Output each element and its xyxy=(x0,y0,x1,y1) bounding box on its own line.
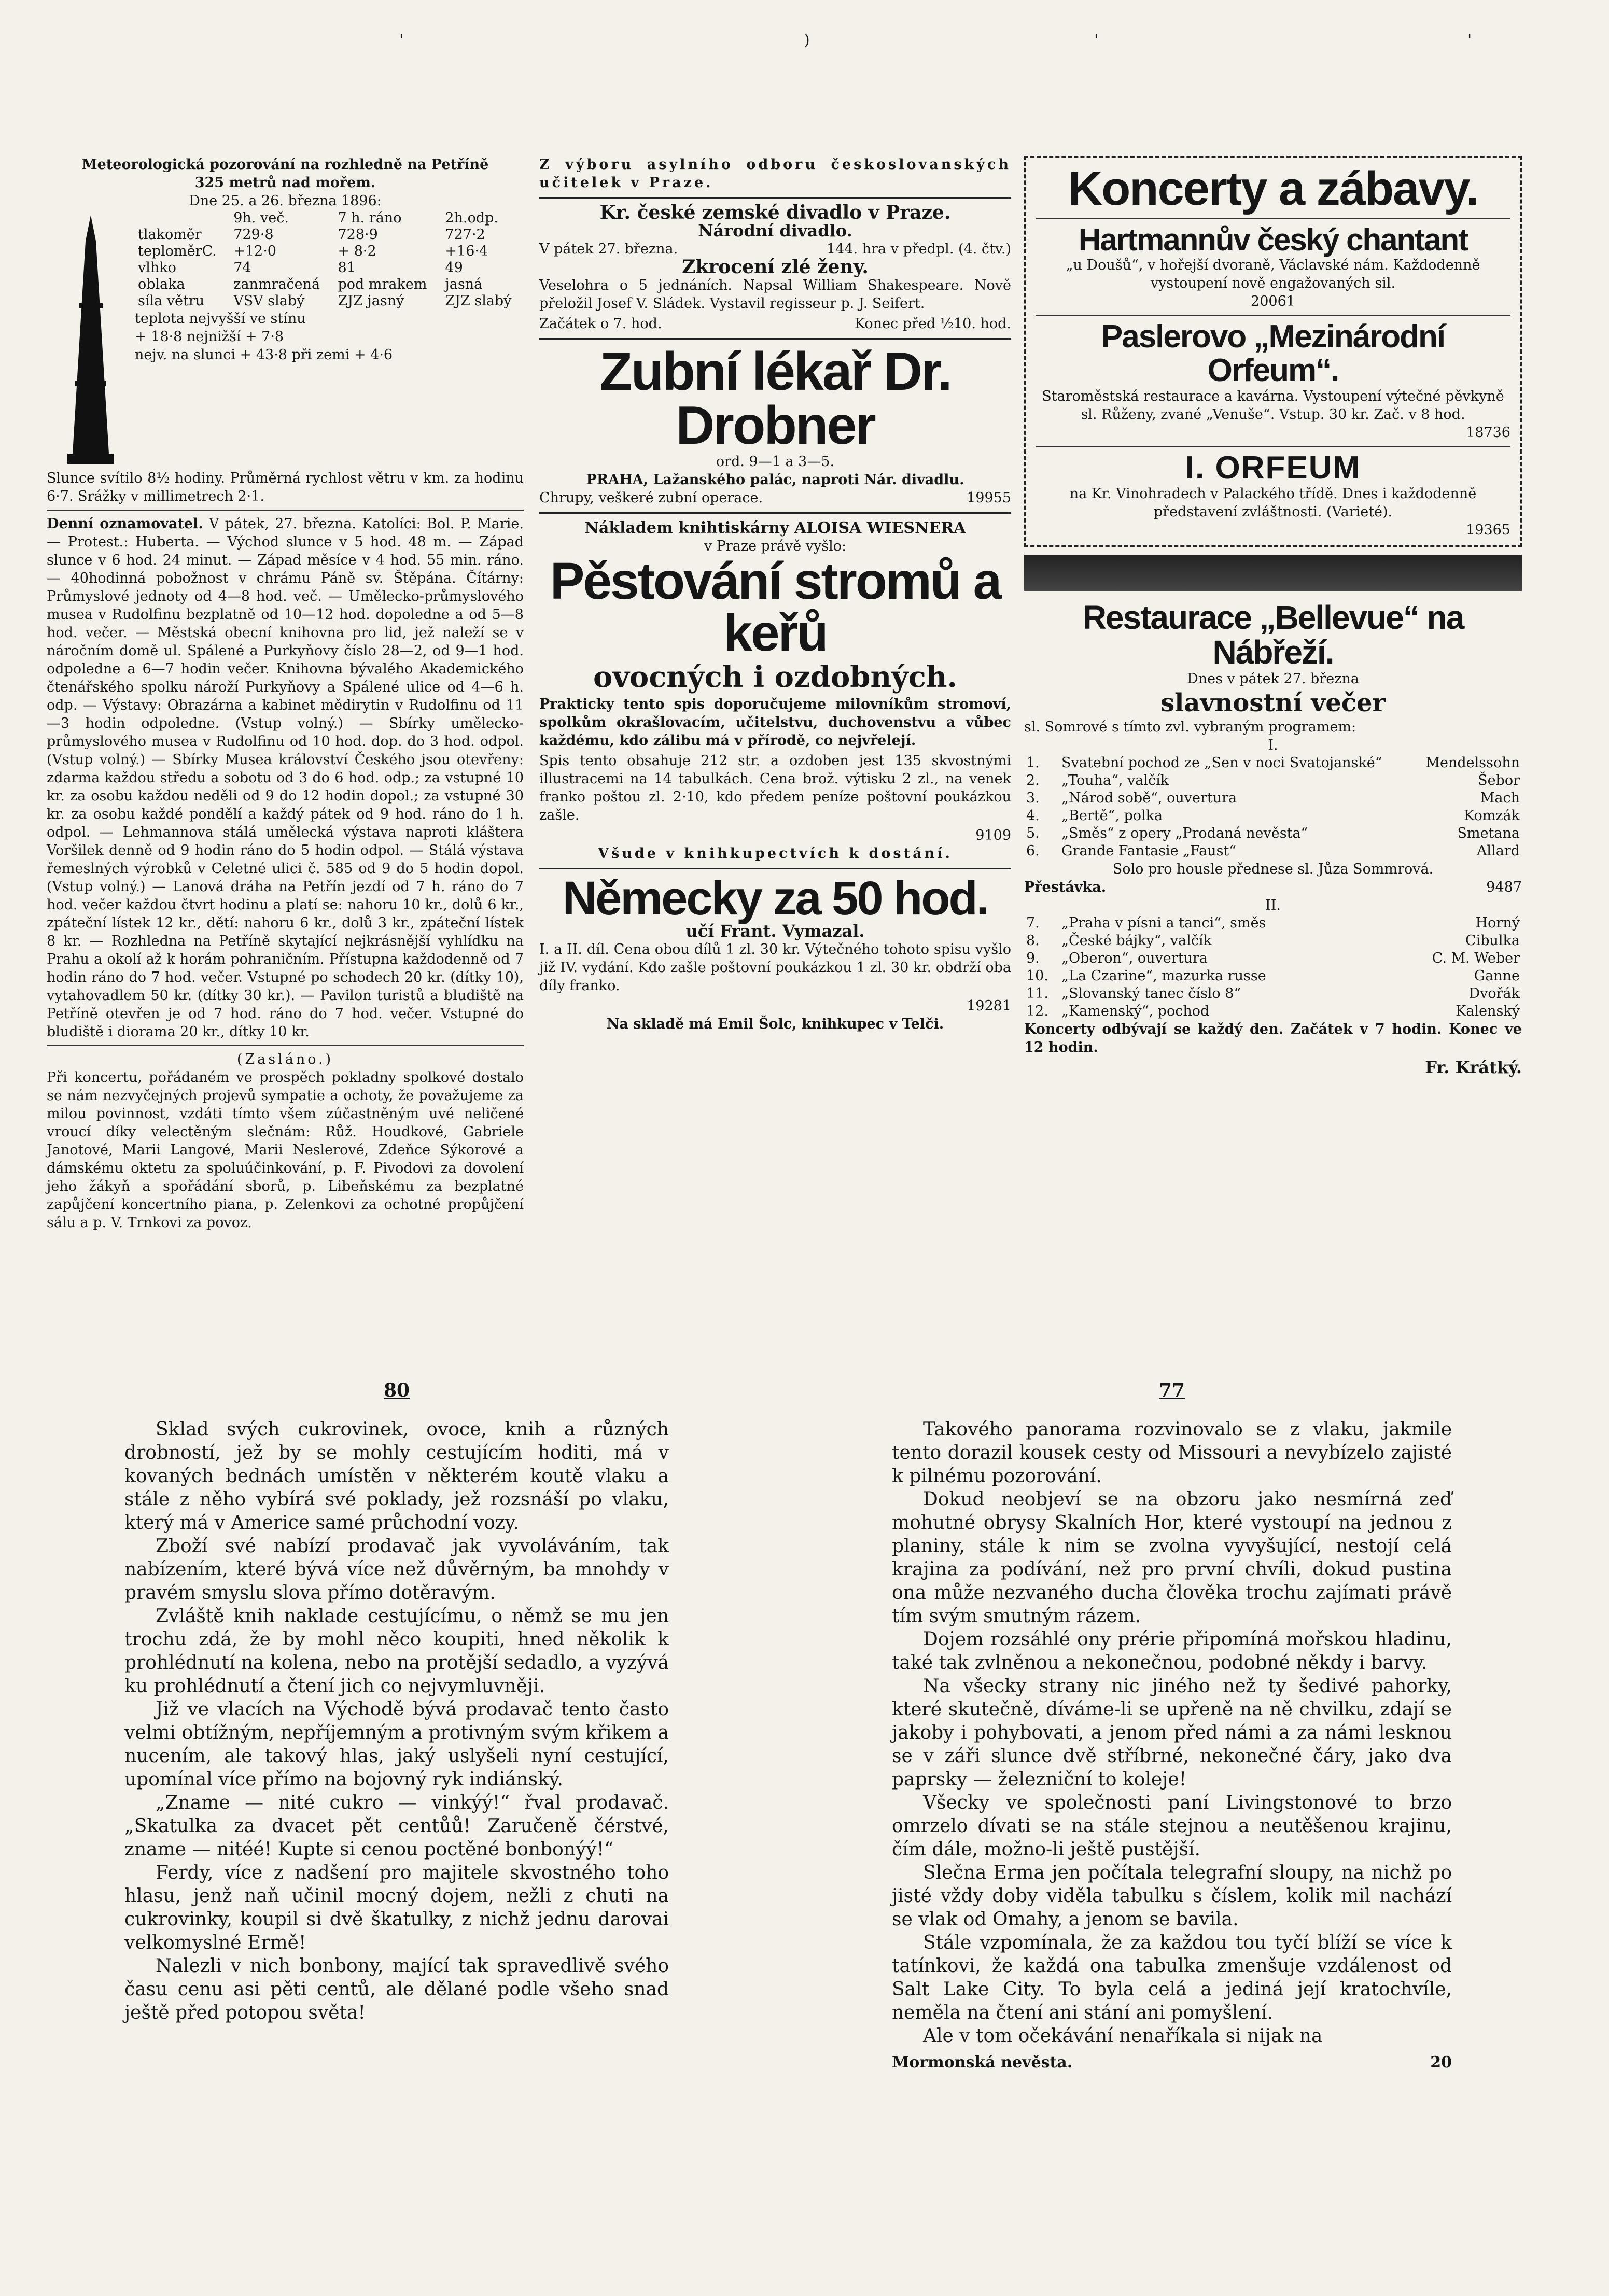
meteo-row: síla větru VSV slabý ZJZ jasný ZJZ slabý xyxy=(138,293,512,309)
top-mark: ' xyxy=(1467,31,1472,49)
program-item: 3. „Národ sobě“, ouvertura Mach xyxy=(1026,790,1520,807)
paragraph: „Zname — nité cukro — vinkýý!“ řval prodavač. „Skatulka za dvacet pět centůů! Zaručeně čérstvé, zname — nitéé! Kupte si cenou poctěné bonbonýý!“ xyxy=(124,1792,669,1860)
paragraph: Takového panorama rozvinovalo se z vlaku, jakmile tento dorazil kousek cesty od Missouri a nevybízelo zajisté k pilnému pozorování. xyxy=(892,1419,1452,1487)
german-code: 19281 xyxy=(967,998,1011,1014)
book-page-left xyxy=(124,1379,669,2024)
right-column xyxy=(1024,156,1522,1077)
theatre-start: Začátek o 7. hod. xyxy=(539,316,662,332)
dentist-hours: ord. 9—1 a 3—5. xyxy=(716,454,835,470)
signature-mark: 20 xyxy=(1430,2053,1452,2072)
dentist-extra: Chrupy, veškeré zubní operace. xyxy=(539,490,763,506)
meteo-sun-line: Slunce svítilo 8½ hodiny. Průměrná rychlost větru v km. za hodinu 6·7. Srážky v millimetrech 2·1. xyxy=(47,470,524,504)
bellevue-date: Dnes v pátek 27. března xyxy=(1187,671,1359,687)
meteo-temp-low: + 18·8 nejnižší + 7·8 xyxy=(135,329,284,345)
top-marks xyxy=(0,31,1609,52)
bellevue-part2: II. xyxy=(1265,897,1281,914)
paragraph: Nalezli v nich bonbony, mající tak spravedlivě svého času cenu asi pěti centů, ale dělané podle všeho snad ještě před potopou světa! xyxy=(124,1955,669,2023)
denni-oznamovatel xyxy=(47,515,524,1041)
paragraph: Ale v tom očekávání nenaříkala si nijak na xyxy=(923,2025,1323,2047)
top-mark: ' xyxy=(1094,31,1099,49)
book-title: Pěstování stromů a keřů xyxy=(550,552,1001,662)
chantant-title: Hartmannův český chantant xyxy=(1078,222,1468,257)
book-text-2: Spis tento obsahuje 212 str. a ozdoben jest 135 skvostnými illustracemi na 14 tabulkách. Cena brož. výtisku 2 zl., na venek franko poštou zl. 2·10, kdo předem peníze poštovní poukázkou zašle. xyxy=(539,753,1011,823)
bellevue-pause-code: 9487 xyxy=(1486,879,1522,896)
i-orfeum-code: 19365 xyxy=(1466,522,1510,538)
decorative-banner xyxy=(1024,555,1522,591)
meteo-temp-sun: nejv. na slunci + 43·8 při zemi + 4·6 xyxy=(135,347,393,363)
book-text: Prakticky tento spis doporučujeme milovníkům stromoví, spolkům okrašlovacím, učitelstvu, duchovenstvu a vůbec každému, kdo zálibu má v přírodě, co nejvřelejí. xyxy=(539,696,1011,749)
theatre-play: Zkrocení zlé ženy. xyxy=(682,256,869,278)
paragraph: Ferdy, více z nadšení pro majitele skvostného toho hlasu, jenž naň učinil mocný dojem, nežli z chuti na cukrovinky, koupil si dvě škatulky, z nichž jednu darovai velkomyslné Ermě! xyxy=(124,1862,669,1953)
bellevue-foot: Koncerty odbývají se každý den. Začátek v 7 hodin. Konec ve 12 hodin. xyxy=(1024,1021,1522,1056)
program-part-1 xyxy=(1024,754,1522,860)
concerts-title: Koncerty a zábavy. xyxy=(1068,162,1478,215)
theatre-series: 144. hra v předpl. (4. čtv.) xyxy=(826,241,1011,257)
page-number: 80 xyxy=(383,1379,410,1401)
orfeum-title: Paslerovo „Mezinárodní Orfeum“. xyxy=(1101,318,1445,388)
orfeum-text: Staroměstská restaurace a kavárna. Vystoupení výtečné pěvkyně sl. Růženy, zvané „Venuše“. Vstup. 30 kr. Zač. v 8 hod. xyxy=(1042,388,1504,422)
program-part-2 xyxy=(1024,914,1522,1020)
bellevue-part1: I. xyxy=(1268,737,1278,754)
petrin-tower-icon xyxy=(47,210,135,469)
top-mark: ' xyxy=(399,31,404,49)
denni-heading: Denní oznamovatel. xyxy=(47,516,203,532)
chantant-code: 20061 xyxy=(1251,293,1295,309)
paragraph: Již ve vlacích na Východě bývá prodavač tento často velmi obtížným, nepříjemným a protivným svým křikem a nucením, ale takový hlas, jaký uslyšeli nyní cestující, upomínal více přímo na bojovný ryk indiánský. xyxy=(124,1699,669,1790)
meteo-head-row: 9h. več. 7 h. ráno 2h.odp. xyxy=(233,210,498,226)
book-code: 9109 xyxy=(975,827,1011,843)
orfeum-code: 18736 xyxy=(1466,424,1510,441)
theatre-date: V pátek 27. března. xyxy=(539,241,678,257)
meteo-row: oblaka zanmračená pod mrakem jasná xyxy=(138,276,483,292)
program-item: 7. „Praha v písni a tanci“, směs Horný xyxy=(1026,915,1520,932)
meteo-row: vlhko 74 81 49 xyxy=(138,260,463,276)
book-publisher-2: v Praze právě vyšlo: xyxy=(704,538,847,554)
paragraph: Všecky ve společnosti paní Livingstonové to brzo omrzelo dívati se na stále stejnou a neutěšenou krajinu, čím dále, možno-li ještě pustější. xyxy=(892,1792,1452,1860)
program-item: 1. Svatební pochod ze „Sen v noci Svatojanské“ Mendelssohn xyxy=(1026,755,1520,771)
zaslano-sign: Z výboru asylního odboru českoslovanských učitelek v Praze. xyxy=(539,157,1011,191)
meteo-table xyxy=(135,210,524,309)
bellevue-sign: Fr. Krátký. xyxy=(1425,1058,1522,1078)
program-item: 10. „La Czarine“, mazurka russe Ganne xyxy=(1026,968,1520,984)
middle-column xyxy=(539,156,1011,1033)
german-teacher: učí Frant. Vymazal. xyxy=(685,921,865,941)
program-item: 8. „České bájky“, valčík Cibulka xyxy=(1026,933,1520,949)
running-title: Mormonská nevěsta. xyxy=(892,2053,1073,2072)
bellevue-solo: Solo pro housle přednese sl. Jůza Sommrová. xyxy=(1112,861,1434,878)
dentist-code: 19955 xyxy=(967,490,1011,506)
chantant-text: „u Doušů“, v hořejší dvoraně, Václavské nám. Každodenně vystoupení nově engažovaných sil. xyxy=(1066,257,1480,291)
page-footer xyxy=(892,2051,1452,2074)
theatre-end: Konec před ½10. hod. xyxy=(854,316,1011,332)
meteo-row: tlakoměr 729·8 728·9 727·2 xyxy=(138,227,485,243)
zaslano-text: Při koncertu, pořádaném ve prospěch pokladny spolkové dostalo se nám nezvyčejných projevů sympatie a ochoty, že považujeme za milou povinnost, vzdáti tímto všem zúčastněným uvé neličené vroucí díky velectěným slečnám: Růž. Houdkové, Gabriele Janotové, Marii Langové, Marii Neslerové, Zdeňce Sýkorové a dámskému oktetu za spoluúčinkování, p. F. Pivodovi za dovolení jeho žákyň a spořádání sborů, p. Libeňskému za bezplatné zapůjčení koncertního piana, p. Zelenkovi za ochotné propůjčení sálu a p. V. Trnkovi za povoz. xyxy=(47,1069,524,1231)
bellevue-pause: Přestávka. xyxy=(1024,879,1107,896)
meteo-temp-label: teplota nejvyšší ve stínu xyxy=(135,311,306,327)
dentist-addr: PRAHA, Lažanského palác, naproti Nár. divadlu. xyxy=(586,472,964,488)
zaslano-heading: (Zasláno.) xyxy=(236,1051,334,1067)
i-orfeum-title: I. ORFEUM xyxy=(1185,449,1361,486)
paragraph: Slečna Erma jen počítala telegrafní sloupy, na nichž po jisté vždy doby viděla tabulku s číslem, kolik mil nachází se vlak od Omahy, a jenom se bavila. xyxy=(892,1862,1452,1930)
concerts-box xyxy=(1024,156,1522,547)
paragraph: Dokud neobjeví se na obzoru jako nesmírná zeď mohutné obrysy Skalních Hor, které vystoupí na jednou z planiny, stále k nim se zvolna vyvyšující, nestojí celá krajina za podívání, než pro první chvíli, dokud pustina ona může nezvaného ducha člověka trochu zajímati právě tím svým smutným rázem. xyxy=(892,1489,1452,1627)
left-column xyxy=(47,156,524,1234)
program-item: 2. „Touha“, valčík Šebor xyxy=(1026,772,1520,789)
meteo-subtitle: 325 metrů nad mořem. xyxy=(194,175,376,191)
bellevue-intro: sl. Somrové s tímto zvl. vybraným programem: xyxy=(1024,719,1356,736)
program-item: 11. „Slovanský tanec číslo 8“ Dvořák xyxy=(1026,985,1520,1002)
paragraph: Zboží své nabízí prodavač jak vyvoláváním, tak nabízením, které bývá více než důvěrným, ba mnohdy v pravém smyslu slova přímo dotěravým. xyxy=(124,1536,669,1603)
program-item: 4. „Bertě“, polka Komzák xyxy=(1026,808,1520,824)
german-title: Německy za 50 hod. xyxy=(562,872,988,925)
i-orfeum-text: na Kr. Vinohradech v Palackého třídě. Dnes i každodenně představení zvláštnosti. (Varieté). xyxy=(1069,485,1477,520)
book-publisher: Nákladem knihtiskárny ALOISA WIESNERA xyxy=(584,519,966,537)
program-item: 9. „Oberon“, ouvertura C. M. Weber xyxy=(1026,950,1520,967)
denni-text: V pátek, 27. března. Katolíci: Bol. P. Marie. — Protest.: Huberta. — Východ slunce v 5 hod. 48 m. — Západ slunce v 6 hod. 24 minut. — Západ měsíce v 4 hod. 55 min. ráno. — 40hodinná pobožnost v chrámu Páně sv. Štěpána. Čítárny: Průmyslové jednoty od 4—8 hod. več. — Umělecko-průmyslového musea v Rudolfinu bezplatně od 10—12 hod. dopoledne a od 5—8 hod. večer. — Městská obecní knihovna pro lid, jež naleží se v náročním domě ul. Spálené a Purkyňovy číslo 28—2, od 9—1 hod. odpoledne a 6—7 hodin večer. Knihovna bývalého Akademického čtenářského spolku nároží Purkyňovy a Spálené ulice od 4—6 h. odp. — Výstavy: Obrazárna a kabinet mědirytin v Rudolfinu od 11—3 hodin odpoledne. (Vstup volný.) — Sbírky umělecko-průmyslového musea v Rudolfinu od 10 hod. dop. do 3 hod. odpol. (Vstup volný.) — Sbírky Musea království Českého jsou otevřeny: zdarma každou středu a sobotu od 3 do 6 hod. odp.; za vstupné 10 kr. za osobu každou neděli od 9 do 12 hodin dopol.; za vstupné 30 kr. za osobu každé pondělí a každý pátek od 9 hod. ráno do 1 h. odpol. — Lehmannova stálá umělecká výstava naproti kláštera Voršilek denně od 9 hodin ráno do 5 hodin odpol. — Stálá výstava řemeslných výrobků v Celetné ulici č. 585 od 9 do 5 hodin dopol. (Vstup volný.) — Lanová dráha na Petřín jezdí od 7 h. ráno do 7 hod. večer každou čtvrt hodinu a platí se: nahoru 10 kr., dolů 6 kr., zpáteční lístek 12 kr., dětí: nahoru 6 kr., dolů 3 kr., zpáteční lístek 8 kr. — Rozhledna na Petříně skytající nejkrásnější vyhlídku na Prahu a okolí až k horám pohraničním. Přístupna každodenně od 7 hodin ráno do 7 hod. večer. Vstupné po schodech 20 kr. (dítky 10), vytahovadlem 50 kr. (dítky 30 kr.). — Pavilon turistů a bludiště na Petříně otevřen je od 7 hod. ráno do 7 hod. večer. Vstupné do bludiště i diorama 20 kr., dítky 10 kr. xyxy=(47,516,524,1040)
theatre-desc: Veselohra o 5 jednáních. Napsal William Shakespeare. Nově přeložil Josef V. Sládek. Vystavil regisseur p. J. Seifert. xyxy=(539,277,1011,312)
german-stock: Na skladě má Emil Šolc, knihkupec v Telči. xyxy=(606,1016,944,1032)
meteo-row: teploměrC. +12·0 + 8·2 +16·4 xyxy=(138,243,488,259)
dentist-title: Zubní lékař Dr. Drobner xyxy=(599,342,951,456)
page-number: 77 xyxy=(1158,1379,1185,1401)
paragraph: Na všecky strany nic jiného než ty šedivé pahorky, které skutečně, díváme-li se upřeně na ně chvilku, zdají se jakoby i pohybovati, a jenom před námi a za námi lesknou se v záři slunce dvě stříbrné, nekonečné čáry, jako dva paprsky — železniční to koleje! xyxy=(892,1675,1452,1790)
theatre-title: Kr. české zemské divadlo v Praze. xyxy=(599,202,951,223)
top-mark: ) xyxy=(804,31,810,49)
paragraph: Sklad svých cukrovinek, ovoce, knih a různých drobností, jež by se mohly cestujícím hoditi, má v kovaných bednách umístěn v některém koutě vlaku a stále z něho vybírá své poklady, jež rozsnáší po vlaku, který má v Americe samé průchodní vozy. xyxy=(124,1419,669,1533)
paragraph: Dojem rozsáhlé ony prérie připomíná mořskou hladinu, také tak zvlněnou a nekonečnou, podobné někdy i barvy. xyxy=(892,1629,1452,1673)
book-title-2: ovocných i ozdobných. xyxy=(593,660,958,694)
program-item: 12. „Kamenský“, pochod Kalenský xyxy=(1026,1003,1520,1020)
paragraph: Stále vzpomínala, že za každou tou tyčí blíží se více k tatínkovi, že každá ona tabulka zmenšuje vzdálenost od Salt Lake City. To byla celá a jediná její kratochvíle, neměla na čtení ani stání ani pomyšlení. xyxy=(892,1932,1452,2023)
book-foot: Všude v knihkupectvích k dostání. xyxy=(598,846,953,862)
paragraph: Zvláště knih naklade cestujícímu, o němž se mu jen trochu zdá, že by mohl něco koupiti, hned několik k prohlédnutí na kolena, nebo na protější sedadlo, a vyzývá ku prohlédnutí a čtení jich co nejvymluvněji. xyxy=(124,1605,669,1697)
german-text: I. a II. díl. Cena obou dílů 1 zl. 30 kr. Výtečného tohoto spisu vyšlo již IV. vydání. Kdo zašle poštovní poukázkou 1 zl. 30 kr. obdrží oba díly franko. xyxy=(539,941,1011,994)
program-item: 5. „Směs“ z opery „Prodaná nevěsta“ Smetana xyxy=(1026,825,1520,842)
theatre-sub: Národní divadlo. xyxy=(698,221,852,241)
meteo-title: Meteorologická pozorování na rozhledně na Petříně xyxy=(81,157,489,173)
bellevue-event: slavnostní večer xyxy=(1160,688,1386,718)
program-item: 6. Grande Fantasie „Faust“ Allard xyxy=(1026,843,1520,860)
book-page-right xyxy=(892,1379,1452,2074)
meteo-date: Dne 25. a 26. března 1896: xyxy=(189,193,382,209)
bellevue-title: Restaurace „Bellevue“ na Nábřeží. xyxy=(1082,598,1464,671)
